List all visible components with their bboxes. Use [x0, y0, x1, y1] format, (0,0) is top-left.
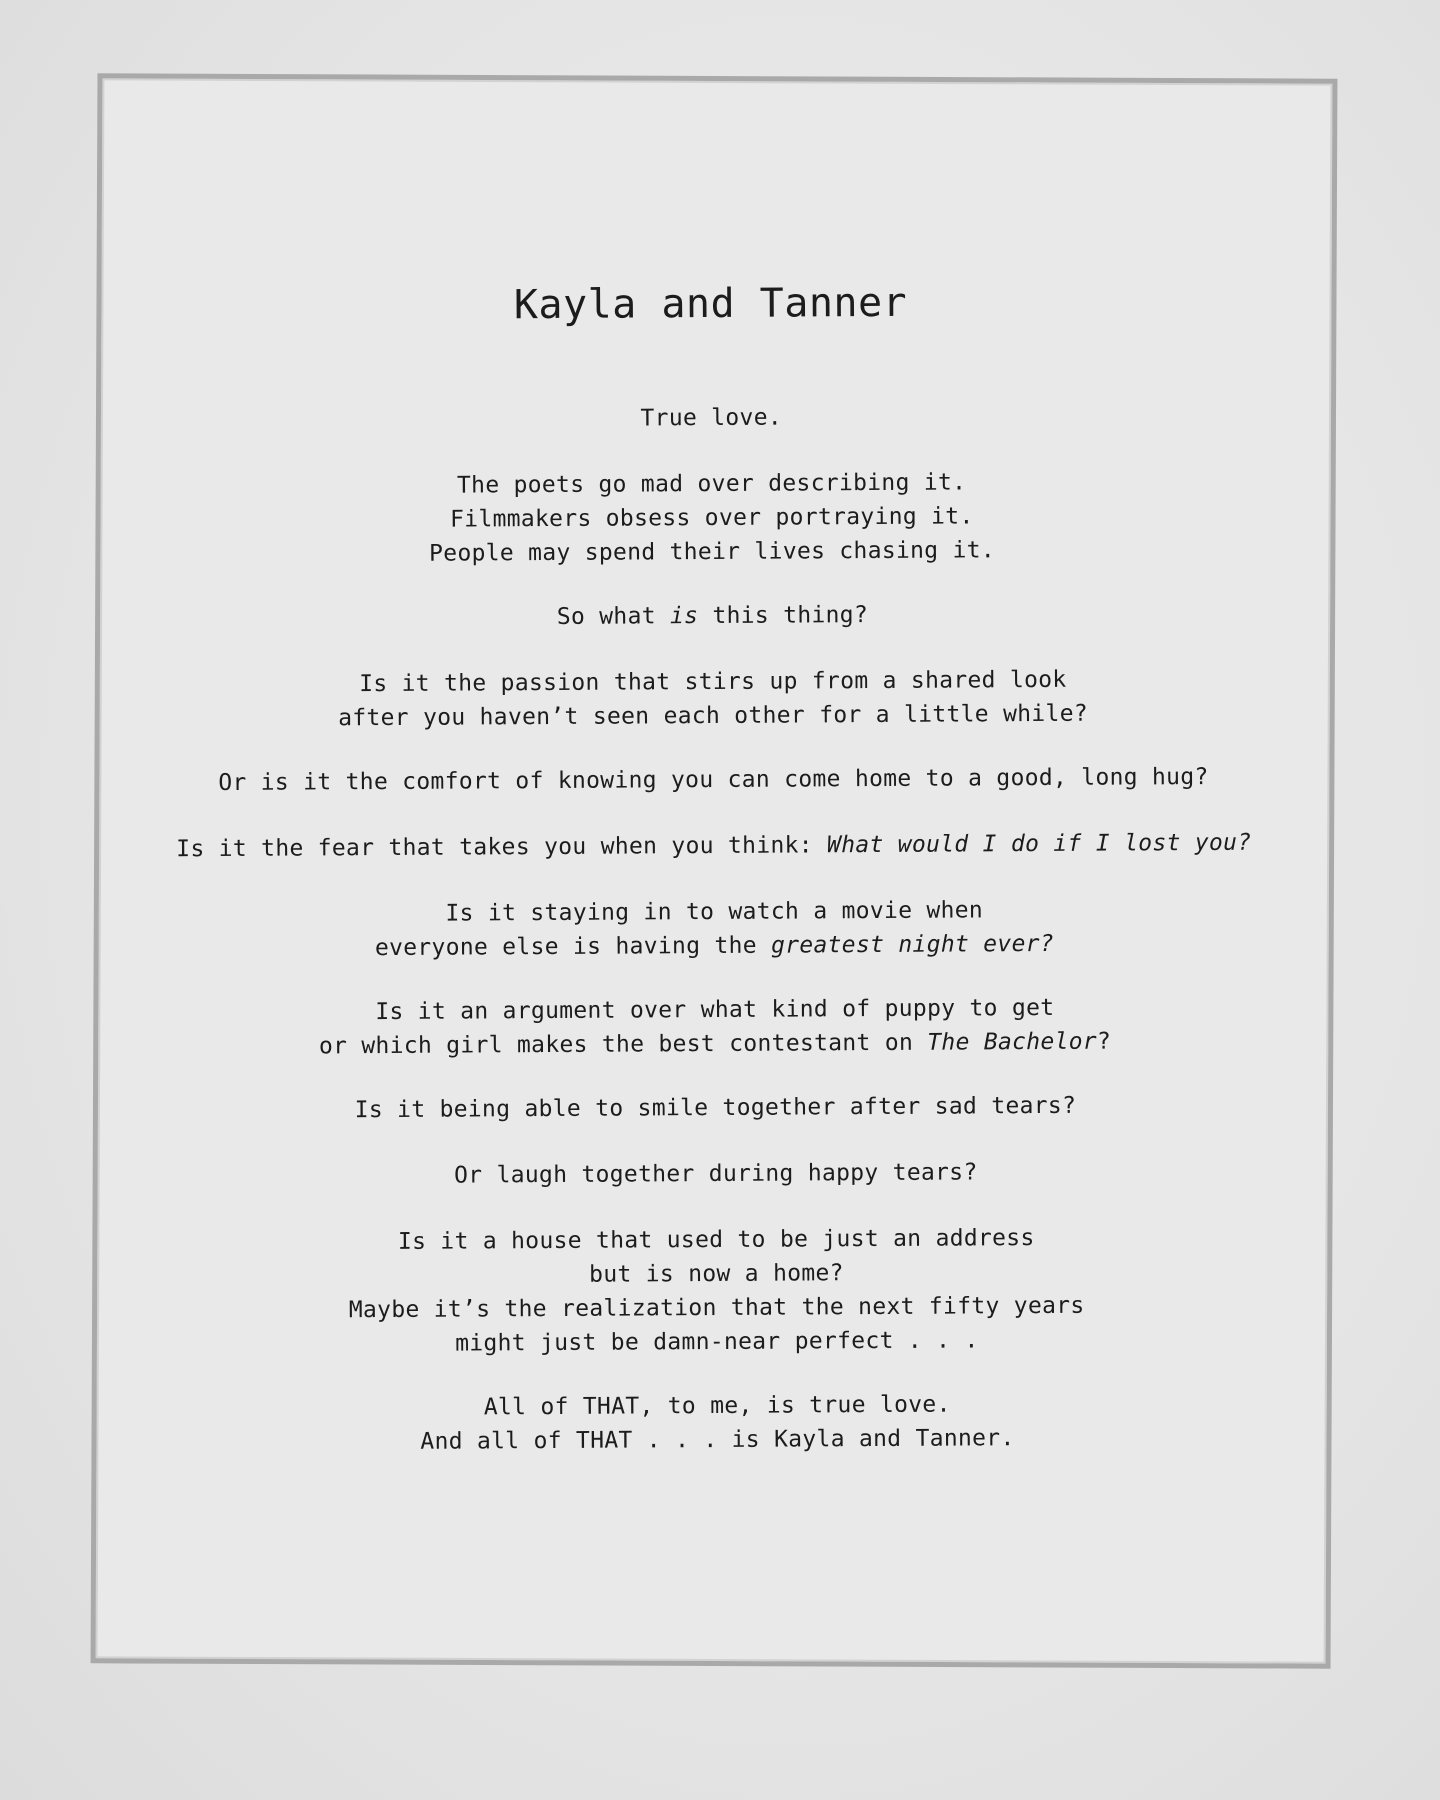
poem-line: Maybe it’s the realization that the next fifty years: [348, 1292, 1085, 1324]
stanza: [98, 661, 1328, 737]
stanza: [101, 1219, 1332, 1363]
printed-sheet: [94, 77, 1334, 1664]
stanza: [99, 891, 1329, 967]
poem-line: Is it the fear that takes you when you think: What would I do if I lost you?: [176, 829, 1252, 863]
stanza: [98, 759, 1328, 801]
poem-line: Or laugh together during happy tears?: [454, 1159, 978, 1189]
poem-line: but is now a home?: [589, 1260, 844, 1288]
stanza: [99, 825, 1329, 867]
poem-line: So what is this thing?: [556, 602, 869, 630]
poem-line: Is it an argument over what kind of puppy to get: [375, 994, 1055, 1026]
stanza: [102, 1385, 1332, 1461]
poem-line: Is it being able to smile together after sad tears?: [354, 1092, 1077, 1124]
poem-line: The poets go mad over describing it.: [456, 469, 967, 499]
poem-line: Filmmakers obsess over portraying it.: [450, 503, 974, 533]
poem-line: True love.: [640, 404, 783, 432]
poem-line: everyone else is having the greatest night ever?: [374, 930, 1055, 962]
poem-line: Or is it the comfort of knowing you can come home to a good, long hug?: [218, 763, 1209, 797]
poem-line: Is it staying in to watch a movie when: [445, 897, 984, 927]
poem-line: People may spend their lives chasing it.: [429, 537, 996, 567]
page-title: Kayla and Tanner: [513, 279, 908, 329]
poem-line: All of THAT, to me, is true love.: [483, 1391, 951, 1421]
poem-line: And all of THAT . . . is Kayla and Tanner.: [420, 1425, 1015, 1455]
stanza: [96, 397, 1326, 439]
stanza: [100, 989, 1330, 1065]
poem-line: Is it the passion that stirs up from a shared look: [359, 666, 1067, 698]
stanza: [101, 1153, 1331, 1195]
poem-line: after you haven’t seen each other for a little while?: [338, 700, 1089, 732]
picture-frame: [91, 73, 1338, 1668]
poem-line: might just be damn-near perfect . . .: [455, 1327, 979, 1357]
stanza: [100, 1087, 1330, 1129]
stanza: [97, 595, 1327, 637]
stanza: [97, 463, 1328, 573]
poem-line: Is it a house that used to be just an address: [397, 1225, 1035, 1255]
poem-line: or which girl makes the best contestant on The Bachelor?: [318, 1028, 1112, 1060]
